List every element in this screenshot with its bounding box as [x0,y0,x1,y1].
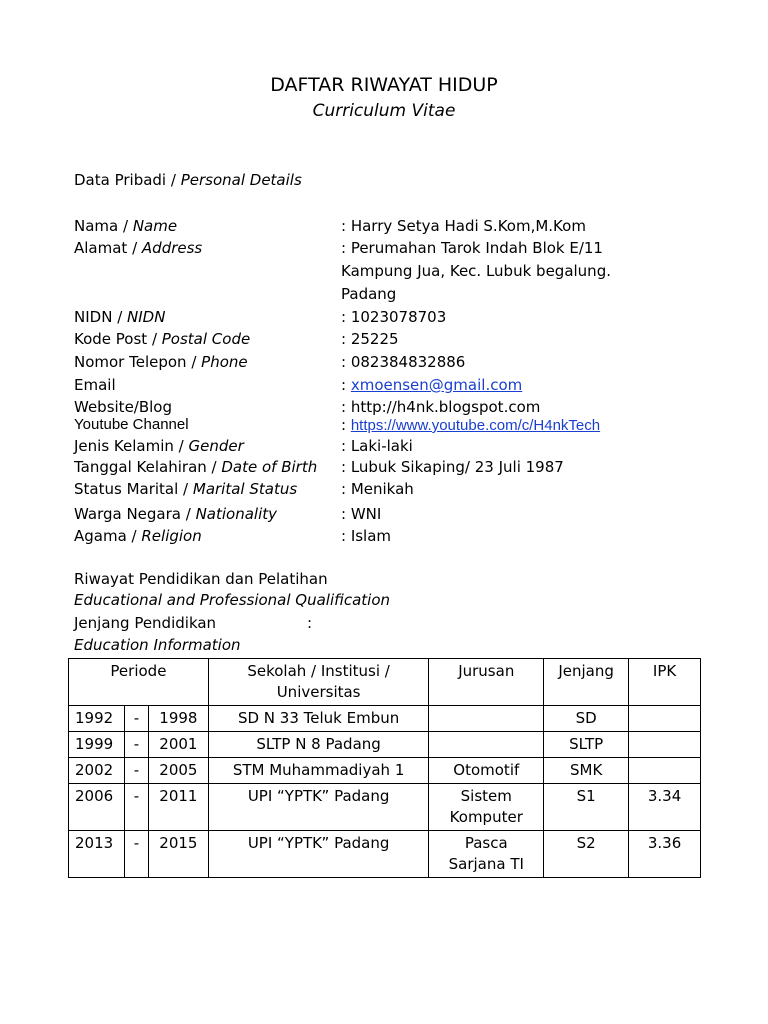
education-table-header [69,659,701,706]
personal-value: : Islam [341,527,392,545]
period-dash: - [124,831,148,878]
major-line1: Sistem [460,787,512,805]
ipk-cell [629,758,701,784]
personal-value: Padang [341,285,397,303]
personal-section-heading: Data Pribadi / Personal Details [74,171,302,189]
school-cell: SLTP N 8 Padang [208,732,429,758]
education-row [69,758,701,784]
personal-label: Status Marital / Marital Status [74,480,298,498]
major-line2: Komputer [449,808,523,826]
personal-label-en: Date of Birth [221,458,318,476]
personal-label-en: Religion [141,527,202,545]
personal-value: : 1023078703 [341,308,447,326]
period-dash: - [124,758,148,784]
personal-label: Kode Post / Postal Code [74,330,251,348]
period-end: 1998 [148,706,208,732]
major-cell [429,732,544,758]
education-info-label: Education Information [74,636,241,654]
period-end: 2015 [148,831,208,878]
personal-value [341,376,522,394]
period-start: 2013 [69,831,125,878]
education-level-label: Jenjang Pendidikan [74,614,217,632]
period-start: 2002 [69,758,125,784]
personal-label-en: Nationality [195,505,278,523]
level-cell: S1 [544,784,629,831]
personal-value: : Harry Setya Hadi S.Kom,M.Kom [341,217,586,235]
major-line1: Pasca [464,834,508,852]
school-cell: STM Muhammadiyah 1 [208,758,429,784]
personal-heading-id: Data Pribadi [74,171,167,189]
period-end: 2005 [148,758,208,784]
col-header-jenjang: Jenjang [544,659,629,706]
col-header-ipk: IPK [629,659,701,706]
youtube-link[interactable]: https://www.youtube.com/c/H4nkTech [350,417,601,434]
level-cell: SLTP [544,732,629,758]
personal-value: : WNI [341,505,382,523]
period-dash: - [124,706,148,732]
period-start: 2006 [69,784,125,831]
period-dash: - [124,732,148,758]
major-line2: Sarjana TI [448,855,524,873]
personal-label: Nomor Telepon / Phone [74,353,248,371]
personal-value [341,416,600,434]
personal-value: : Lubuk Sikaping/ 23 Juli 1987 [341,458,564,476]
personal-label-id: Status Marital [74,480,179,498]
personal-label-en: Marital Status [192,480,298,498]
personal-value: : Perumahan Tarok Indah Blok E/11 [341,239,603,257]
major-cell [429,784,544,831]
personal-label [74,416,189,433]
personal-value: : Menikah [341,480,414,498]
education-section-heading-en: Educational and Professional Qualification [74,591,391,609]
personal-value: : 082384832886 [341,353,466,371]
personal-label: Jenis Kelamin / Gender [74,437,244,455]
value-prefix: : [341,376,351,394]
personal-label: Agama / Religion [74,527,202,545]
education-section-heading: Riwayat Pendidikan dan Pelatihan [74,570,328,588]
personal-label-id: Alamat [74,239,128,257]
education-row [69,784,701,831]
col-header-sekolah [208,659,429,706]
personal-label-id: Email [74,376,116,394]
personal-label-en: Gender [188,437,244,455]
personal-label-en: Postal Code [161,330,251,348]
personal-label-en: Address [141,239,203,257]
col-header-sekolah-line2: Universitas [276,683,361,701]
personal-label-id: Nomor Telepon [74,353,187,371]
personal-label: Alamat / Address [74,239,203,257]
col-header-jurusan: Jurusan [429,659,544,706]
personal-label-en: Phone [201,353,248,371]
col-header-sekolah-line1: Sekolah / Institusi / [247,662,390,680]
ipk-cell: 3.36 [629,831,701,878]
education-row [69,706,701,732]
personal-label: Warga Negara / Nationality [74,505,278,523]
personal-label-id: Nama [74,217,119,235]
school-cell: UPI “YPTK” Padang [208,784,429,831]
education-row [69,831,701,878]
personal-label: NIDN / NIDN [74,308,166,326]
personal-label: Nama / Name [74,217,178,235]
period-end: 2001 [148,732,208,758]
personal-label-id: Agama [74,527,127,545]
personal-label-id: NIDN [74,308,113,326]
personal-label-en: Name [132,217,178,235]
education-row [69,732,701,758]
personal-value: Kampung Jua, Kec. Lubuk begalung. [341,262,611,280]
personal-label-en: NIDN [127,308,166,326]
period-end: 2011 [148,784,208,831]
ipk-cell: 3.34 [629,784,701,831]
personal-label-id: Kode Post [74,330,148,348]
major-line1: Otomotif [453,761,520,779]
personal-label-id: Tanggal Kelahiran [74,458,207,476]
level-cell: S2 [544,831,629,878]
ipk-cell [629,706,701,732]
period-start: 1999 [69,732,125,758]
school-cell: SD N 33 Teluk Embun [208,706,429,732]
personal-value: : Laki-laki [341,437,413,455]
document-title: DAFTAR RIWAYAT HIDUP [270,74,498,96]
major-cell [429,758,544,784]
personal-value: : 25225 [341,330,399,348]
personal-label-id: Website/Blog [74,398,173,416]
period-start: 1992 [69,706,125,732]
email-link[interactable]: xmoensen@gmail.com [350,376,523,394]
value-prefix: : [341,416,351,434]
education-table [68,658,701,878]
col-header-periode: Periode [69,659,209,706]
period-dash: - [124,784,148,831]
personal-label-id: Warga Negara [74,505,181,523]
major-cell [429,831,544,878]
education-level-colon: : [307,614,313,632]
personal-label-id: Jenis Kelamin [74,437,174,455]
personal-label [74,376,116,394]
personal-heading-en: Personal Details [180,171,302,189]
major-cell [429,706,544,732]
personal-label: Tanggal Kelahiran / Date of Birth [74,458,318,476]
school-cell: UPI “YPTK” Padang [208,831,429,878]
ipk-cell [629,732,701,758]
level-cell: SMK [544,758,629,784]
document-subtitle: Curriculum Vitae [312,101,456,121]
personal-value: : http://h4nk.blogspot.com [341,398,541,416]
level-cell: SD [544,706,629,732]
personal-label [74,398,172,416]
personal-label-id: Youtube Channel [74,416,189,433]
